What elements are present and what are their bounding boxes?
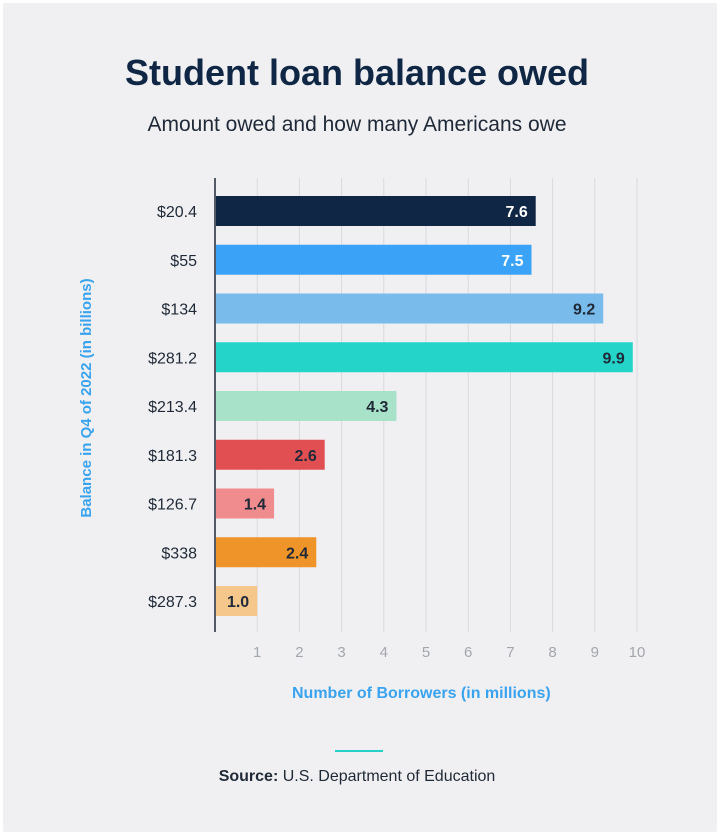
chart-title: Student loan balance owed: [124, 52, 590, 93]
bar-value-label: 7.6: [505, 204, 528, 221]
chart-subtitle: Amount owed and how many Americans owe: [147, 113, 567, 136]
category-label: $181.3: [148, 447, 197, 465]
bar-value-label: 4.3: [366, 399, 389, 416]
category-label: $281.2: [148, 350, 197, 368]
x-tick-label: 4: [379, 644, 388, 661]
source-label: Source:: [218, 768, 279, 785]
source-note: [0, 768, 714, 786]
x-tick-label: 8: [548, 644, 557, 661]
bar: [216, 294, 603, 324]
source-text: U.S. Department of Education: [282, 768, 496, 785]
accent-divider: [335, 750, 383, 752]
category-label: $338: [161, 545, 197, 563]
category-labels: [148, 204, 197, 611]
bar: [216, 196, 536, 226]
category-label: $134: [161, 301, 197, 319]
category-label: $55: [170, 252, 197, 270]
x-tick-label: 10: [628, 644, 646, 661]
x-tick-label: 3: [337, 644, 346, 661]
category-label: $20.4: [156, 204, 197, 221]
category-label: $213.4: [148, 399, 197, 416]
x-tick-labels: [253, 644, 645, 661]
bar-value-label: 9.2: [572, 301, 596, 319]
bar-value-label: 1.4: [243, 496, 267, 514]
category-label: $287.3: [148, 594, 197, 611]
y-axis-title: Balance in Q4 of 2022 (in billions): [78, 278, 95, 518]
x-tick-label: 1: [253, 644, 262, 661]
bar: [216, 342, 633, 372]
x-axis-title: Number of Borrowers (in millions): [292, 685, 551, 702]
bar: [216, 245, 532, 275]
bar-value-label: 2.6: [294, 447, 317, 465]
category-label: $126.7: [148, 496, 197, 514]
bar-value-label: 1.0: [226, 594, 250, 611]
bars: [216, 196, 633, 616]
bar-value-label: 2.4: [286, 545, 309, 563]
x-tick-label: 6: [464, 644, 473, 661]
bar-value-label: 9.9: [602, 350, 625, 368]
x-tick-label: 9: [590, 644, 599, 661]
bar-value-label: 7.5: [501, 252, 524, 270]
x-tick-label: 7: [506, 644, 515, 661]
x-tick-label: 2: [295, 644, 304, 661]
x-tick-label: 5: [421, 644, 431, 661]
